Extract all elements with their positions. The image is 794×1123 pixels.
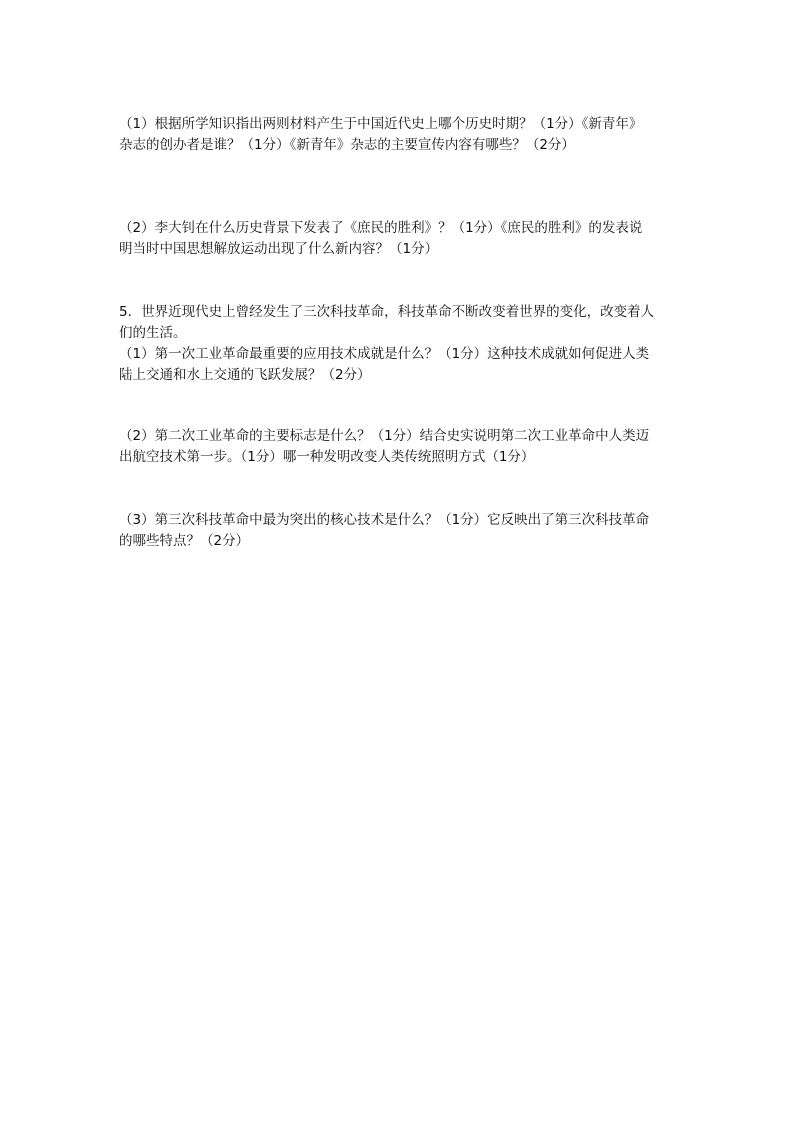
question-stem-line: 们的生活。 [119,325,187,341]
question-4-part-1 [119,114,679,156]
question-4-part-2 [119,218,679,260]
question-text-line: 杂志的创办者是谁？（1分）《新青年》杂志的主要宣传内容有哪些？（2分） [119,137,575,153]
question-text-line: （2）李大钊在什么历史背景下发表了《庶民的胜利》？（1分）《庶民的胜利》的发表说 [119,220,643,236]
question-text-line: （2）第二次工业革命的主要标志是什么？（1分）结合史实说明第二次工业革命中人类迈 [119,428,650,444]
question-5-part-3 [119,510,679,552]
question-text-line: 的哪些特点？（2分） [119,533,250,549]
question-text-line: （3）第三次科技革命中最为突出的核心技术是什么？（1分）它反映出了第三次科技革命 [119,512,650,528]
question-stem-line: 5．世界近现代史上曾经发生了三次科技革命，科技革命不断改变着世界的变化，改变着人 [119,304,655,320]
question-text-line: （1）根据所学知识指出两则材料产生于中国近代史上哪个历史时期？（1分）《新青年》 [119,116,643,132]
question-5-part-2 [119,426,679,468]
question-text-line: 明当时中国思想解放运动出现了什么新内容？（1分） [119,241,439,257]
question-text-line: 出航空技术第一步。（1分）哪一种发明改变人类传统照明方式（1分） [119,449,535,465]
question-5 [119,302,679,386]
question-5-part-1-line: 陆上交通和水上交通的飞跃发展？（2分） [119,367,371,383]
question-5-part-1-line: （1）第一次工业革命最重要的应用技术成就是什么？（1分）这种技术成就如何促进人类 [119,346,650,362]
